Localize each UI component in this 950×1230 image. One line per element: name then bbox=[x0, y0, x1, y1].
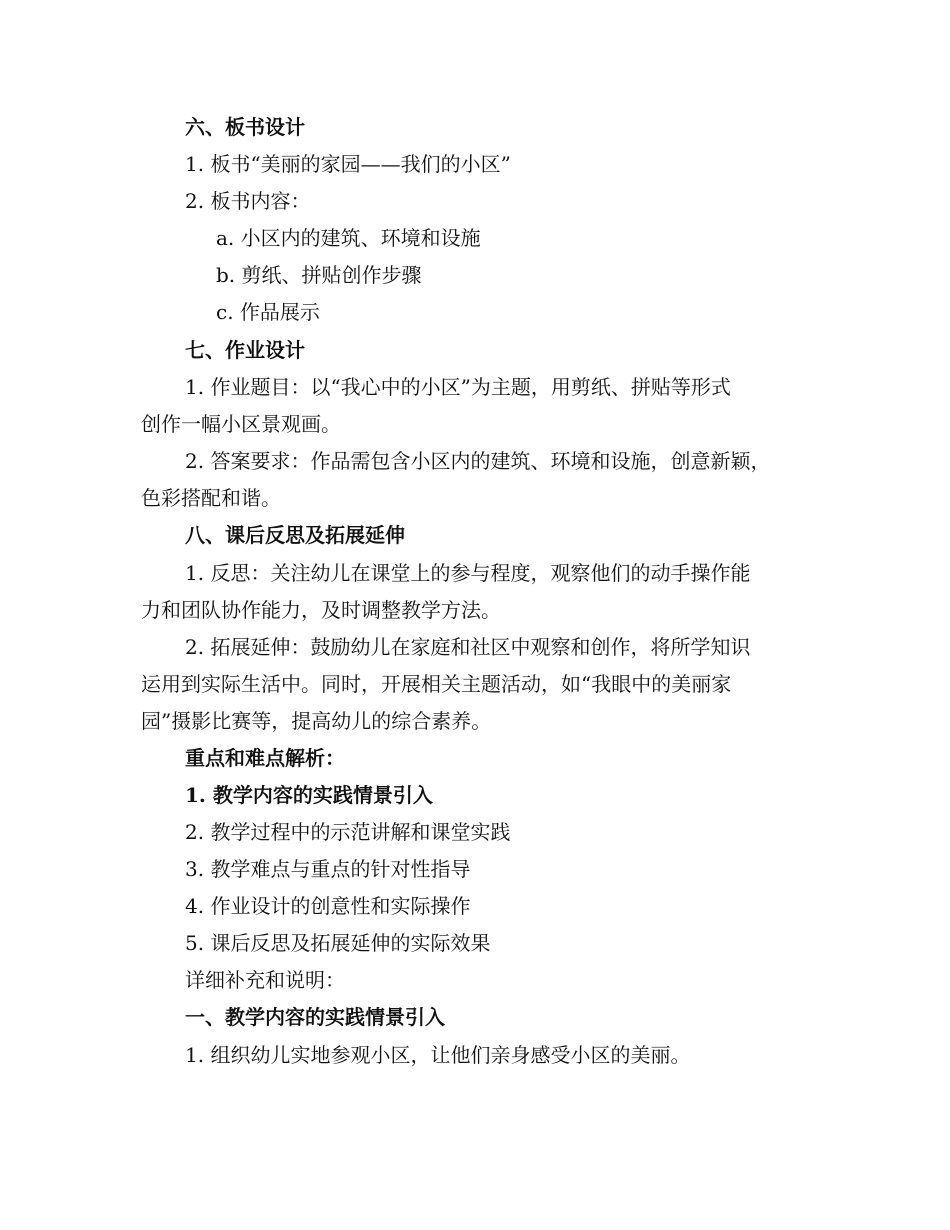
board-subitem-a: a. 小区内的建筑、环境和设施 bbox=[216, 226, 481, 250]
section-heading-board-design: 六、板书设计 bbox=[185, 115, 305, 139]
key-point-3: 3. 教学难点与重点的针对性指导 bbox=[185, 857, 471, 881]
homework-item-1-line-2: 创作一幅小区景观画。 bbox=[141, 412, 341, 436]
board-item-1: 1. 板书“美丽的家园——我们的小区” bbox=[185, 152, 511, 176]
key-point-1: 1. 教学内容的实践情景引入 bbox=[185, 783, 433, 807]
reflection-item-2-line-2: 运用到实际生活中。同时，开展相关主题活动，如“我眼中的美丽家 bbox=[141, 672, 732, 696]
section-heading-homework: 七、作业设计 bbox=[185, 338, 305, 362]
key-point-4: 4. 作业设计的创意性和实际操作 bbox=[185, 894, 471, 918]
homework-item-1-line-1: 1. 作业题目：以“我心中的小区”为主题，用剪纸、拼贴等形式 bbox=[185, 375, 731, 399]
homework-item-2-line-2: 色彩搭配和谐。 bbox=[141, 486, 281, 510]
details-subheading: 一、教学内容的实践情景引入 bbox=[185, 1005, 445, 1029]
details-item-1: 1. 组织幼儿实地参观小区，让他们亲身感受小区的美丽。 bbox=[185, 1043, 691, 1067]
section-heading-reflection: 八、课后反思及拓展延伸 bbox=[185, 523, 405, 547]
board-item-2: 2. 板书内容： bbox=[185, 189, 311, 213]
key-point-2: 2. 教学过程中的示范讲解和课堂实践 bbox=[185, 820, 511, 844]
section-heading-key-points: 重点和难点解析： bbox=[185, 746, 345, 770]
homework-item-2-line-1: 2. 答案要求：作品需包含小区内的建筑、环境和设施，创意新颖， bbox=[185, 449, 771, 473]
board-subitem-c: c. 作品展示 bbox=[216, 300, 320, 324]
details-heading: 详细补充和说明： bbox=[185, 968, 345, 992]
reflection-item-2-line-3: 园”摄影比赛等，提高幼儿的综合素养。 bbox=[141, 709, 492, 733]
reflection-item-1-line-1: 1. 反思：关注幼儿在课堂上的参与程度，观察他们的动手操作能 bbox=[185, 561, 751, 585]
reflection-item-2-line-1: 2. 拓展延伸：鼓励幼儿在家庭和社区中观察和创作，将所学知识 bbox=[185, 635, 751, 659]
key-point-5: 5. 课后反思及拓展延伸的实际效果 bbox=[185, 931, 491, 955]
board-subitem-b: b. 剪纸、拼贴创作步骤 bbox=[216, 263, 422, 287]
reflection-item-1-line-2: 力和团队协作能力，及时调整教学方法。 bbox=[141, 598, 501, 622]
